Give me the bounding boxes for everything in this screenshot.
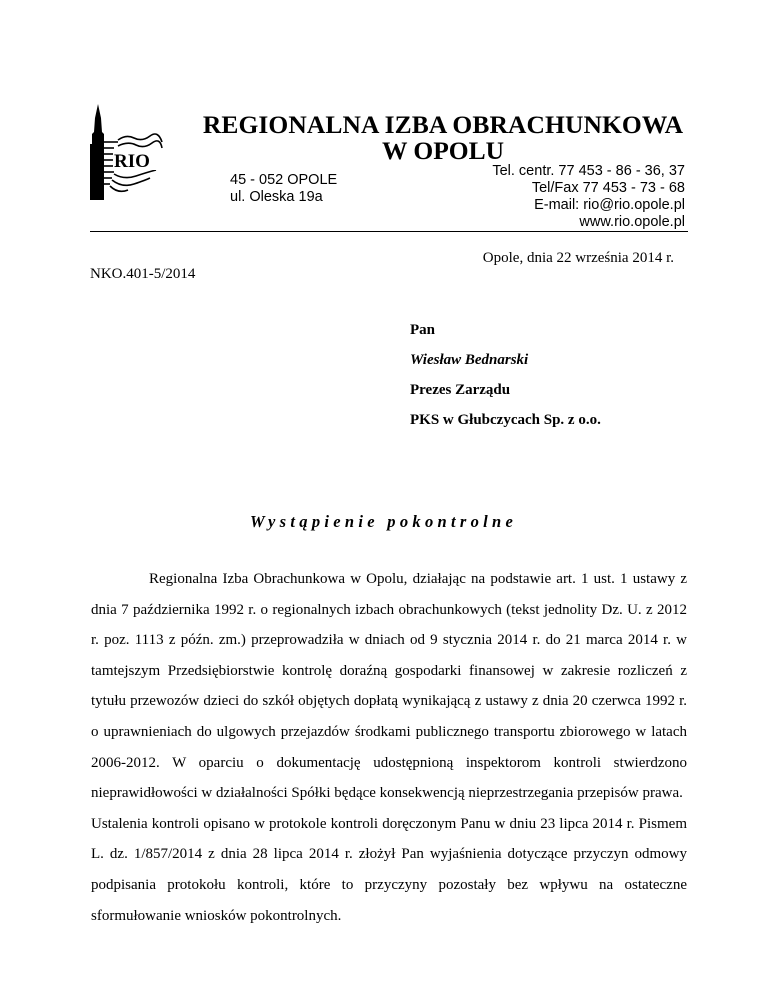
address-line: ul. Oleska 19a [230,189,323,205]
letterhead-divider [90,231,688,232]
org-name-line2: W OPOLU [381,136,505,165]
reference-number: NKO.401-5/2014 [90,266,196,282]
org-name-line1: REGIONALNA IZBA OBRACHUNKOWA [202,110,684,139]
tower-shape [92,104,104,200]
logo-text: RIO [114,151,150,172]
phone-line: Tel. centr. 77 453 - 86 - 36, 37 [492,163,685,179]
org-contact [492,163,685,231]
org-address [230,172,337,206]
website-line: www.rio.opole.pl [579,214,685,230]
addressee-company: PKS w Głubczycach Sp. z o.o. [410,412,601,428]
addressee-salutation: Pan [410,322,436,338]
addressee-block [410,315,601,435]
date-line: Opole, dnia 22 września 2014 r. [482,250,674,266]
body-paragraph: Regionalna Izba Obrachunkowa w Opolu, działając na podstawie art. 1 ust. 1 ustawy z dnia 7 października 1992 r. o regionalnych izbach obrachunkowych (tekst jednolity Dz. U. z 2012 r. poz. 1113 z późn. zm.) przeprowadziła w dniach od 9 stycznia 2014 r. do 21 marca 2014 r. w tamtejszym Przedsiębiorstwie kontrolę doraźną gospodarki finansowej w zakresie rozliczeń z tytułu przewozów dzieci do szkół objętych dopłatą wynikającą z ustawy z dnia 20 czerwca 1992 r. o uprawnieniach do ulgowych przejazdów środkami publicznego transportu zbiorowego w latach 2006-2012. W oparciu o dokumentację udostępnioną inspektorom kontroli stwierdzono nieprawidłowości w działalności Spółki będące konsekwencją nieprzestrzegania przepisów prawa. [91,571,687,802]
fax-line: Tel/Fax 77 453 - 73 - 68 [531,180,685,196]
address-line: 45 - 052 OPOLE [230,172,338,188]
body-paragraph: Ustalenia kontroli opisano w protokole kontroli doręczonym Panu w dniu 23 lipca 2014 r. Pismem L. dz. 1/857/2014 z dnia 28 lipca 2014 r. złożył Pan wyjaśnienia dotyczące przyczyn odmowy podpisania protokołu kontroli, które to przyczyny pozostały bez wpływu na ostateczne sformułowanie wniosków pokontrolnych. [91,815,687,924]
addressee-position: Prezes Zarządu [410,382,511,398]
addressee-name: Wiesław Bednarski [410,352,529,368]
document-heading: Wystąpienie pokontrolne [250,512,518,531]
email-line: E-mail: rio@rio.opole.pl [534,197,685,213]
rio-logo [84,104,164,204]
document-body [91,564,687,931]
